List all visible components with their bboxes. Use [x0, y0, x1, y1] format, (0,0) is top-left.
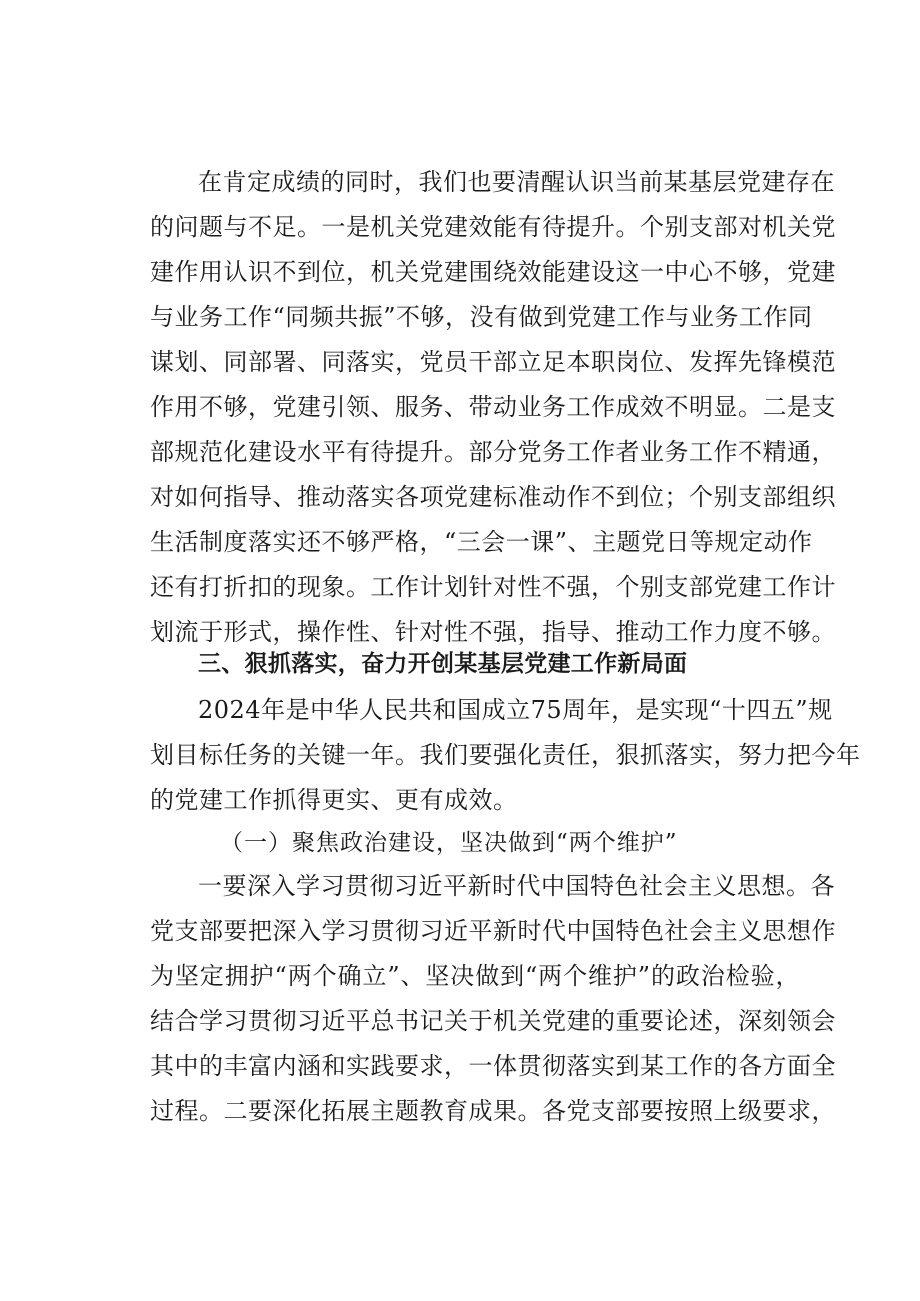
text-line: 过程。二要深化拓展主题教育成果。各党支部要按照上级要求， [150, 1097, 836, 1125]
text-line: 为坚定拥护“两个确立”、坚决做到“两个维护”的政治检验， [150, 962, 800, 990]
text-line: 生活制度落实还不够严格，“三会一课”、主题党日等规定动作 [150, 528, 813, 556]
text-line: 的党建工作抓得更实、更有成效。 [150, 786, 518, 814]
text-line: 2024年是中华人民共和国成立75周年，是实现“十四五”规 [198, 696, 833, 724]
text-line: 在肯定成绩的同时，我们也要清醒认识当前某基层党建存在 [198, 168, 835, 196]
text-line: 部规范化建设水平有待提升。部分党务工作者业务工作不精通， [150, 438, 836, 466]
text-line: 划流于形式，操作性、针对性不强，指导、推动工作力度不够。 [150, 618, 836, 646]
text-line: 划目标任务的关键一年。我们要强化责任，狠抓落实，努力把今年 [150, 741, 861, 769]
text-line: 作用不够，党建引领、服务、带动业务工作成效不明显。二是支 [150, 393, 836, 421]
text-line: 党支部要把深入学习贯彻习近平新时代中国特色社会主义思想作 [150, 917, 836, 945]
text-line: 其中的丰富内涵和实践要求，一体贯彻落实到某工作的各方面全 [150, 1052, 836, 1080]
text-line: 与业务工作“同频共振”不够，没有做到党建工作与业务工作同 [150, 303, 813, 331]
text-line: 还有打折扣的现象。工作计划针对性不强，个别支部党建工作计 [150, 573, 836, 601]
text-line: 的问题与不足。一是机关党建效能有待提升。个别支部对机关党 [150, 213, 836, 241]
text-line: 一要深入学习贯彻习近平新时代中国特色社会主义思想。各 [198, 872, 835, 900]
section-heading: 三、狠抓落实，奋力开创某基层党建工作新局面 [198, 651, 688, 677]
text-line: 建作用认识不到位，机关党建围绕效能建设这一中心不够，党建 [150, 258, 836, 286]
text-line: 结合学习贯彻习近平总书记关于机关党建的重要论述，深刻领会 [150, 1007, 836, 1035]
text-line: 谋划、同部署、同落实，党员干部立足本职岗位、发挥先锋模范 [150, 348, 836, 376]
text-line: 对如何指导、推动落实各项党建标准动作不到位；个别支部组织 [150, 483, 836, 511]
subsection-heading: （一）聚焦政治建设，坚决做到“两个维护” [220, 830, 678, 856]
